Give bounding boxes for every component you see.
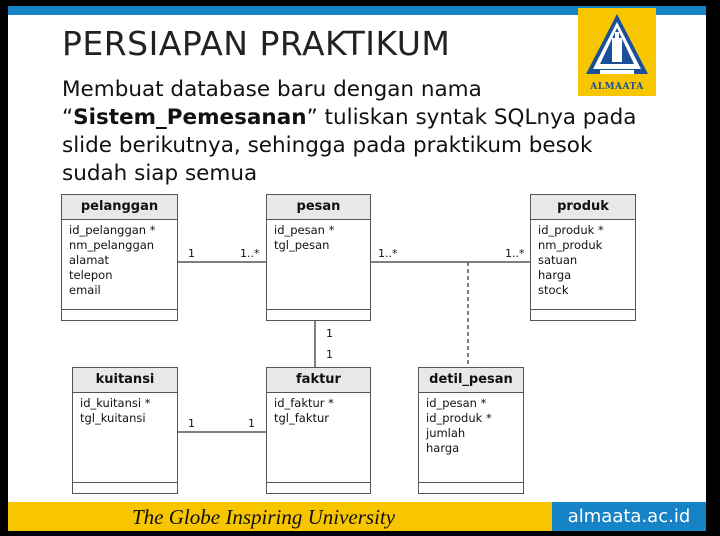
entity-name: pelanggan <box>62 195 177 220</box>
attribute: nm_produk <box>538 238 603 252</box>
multiplicity-label: 1..* <box>505 247 525 260</box>
entity-attributes <box>419 393 523 459</box>
attribute: nm_pelanggan <box>69 238 155 252</box>
attribute: tgl_kuitansi <box>80 411 146 425</box>
attribute: id_produk * <box>426 411 492 425</box>
entity-name: kuitansi <box>73 368 177 393</box>
entity-name: produk <box>531 195 635 220</box>
entity-attributes <box>62 220 177 301</box>
body-text-post: ” tuliskan syntak SQLnya pada slide berikutnya, sehingga pada praktikum besok sudah siap semua <box>62 105 637 186</box>
entity-faktur[interactable] <box>266 367 371 494</box>
multiplicity-label: 1 <box>188 417 195 430</box>
multiplicity-label: 1 <box>188 247 195 260</box>
multiplicity-label: 1 <box>326 348 333 361</box>
slide-title: PERSIAPAN PRAKTIKUM <box>62 24 451 63</box>
attribute: id_produk * <box>538 223 604 237</box>
attribute: id_pelanggan * <box>69 223 156 237</box>
entity-attributes <box>73 393 177 429</box>
attribute: stock <box>538 283 569 297</box>
footer-url[interactable]: almaata.ac.id <box>552 502 706 531</box>
attribute: satuan <box>538 253 578 267</box>
footer-slogan: The Globe Inspiring University <box>132 505 396 529</box>
entity-pesan[interactable] <box>266 194 371 321</box>
attribute: harga <box>426 441 460 455</box>
attribute: id_pesan * <box>426 396 487 410</box>
entity-name: faktur <box>267 368 370 393</box>
entity-detil-pesan[interactable] <box>418 367 524 494</box>
entity-name: detil_pesan <box>419 368 523 393</box>
attribute: id_pesan * <box>274 223 335 237</box>
attribute: jumlah <box>426 426 466 440</box>
multiplicity-label: 1..* <box>378 247 398 260</box>
slide <box>8 6 706 531</box>
attribute: email <box>69 283 101 297</box>
attribute: id_faktur * <box>274 396 334 410</box>
entity-produk[interactable] <box>530 194 636 321</box>
multiplicity-label: 1 <box>326 327 333 340</box>
attribute: id_kuitansi * <box>80 396 151 410</box>
entity-attributes <box>531 220 635 301</box>
attribute: harga <box>538 268 572 282</box>
body-text-pre: Membuat database baru dengan nama “ <box>62 77 482 130</box>
entity-name: pesan <box>267 195 370 220</box>
entity-attributes <box>267 393 370 429</box>
multiplicity-label: 1..* <box>240 247 260 260</box>
entity-attributes <box>267 220 370 256</box>
multiplicity-label: 1 <box>248 417 255 430</box>
attribute: alamat <box>69 253 110 267</box>
logo-text: ALMAATA <box>590 82 644 92</box>
attribute: telepon <box>69 268 113 282</box>
entity-kuitansi[interactable] <box>72 367 178 494</box>
database-name: Sistem_Pemesanan <box>73 105 307 130</box>
attribute: tgl_pesan <box>274 238 330 252</box>
entity-pelanggan[interactable] <box>61 194 178 321</box>
attribute: tgl_faktur <box>274 411 330 425</box>
